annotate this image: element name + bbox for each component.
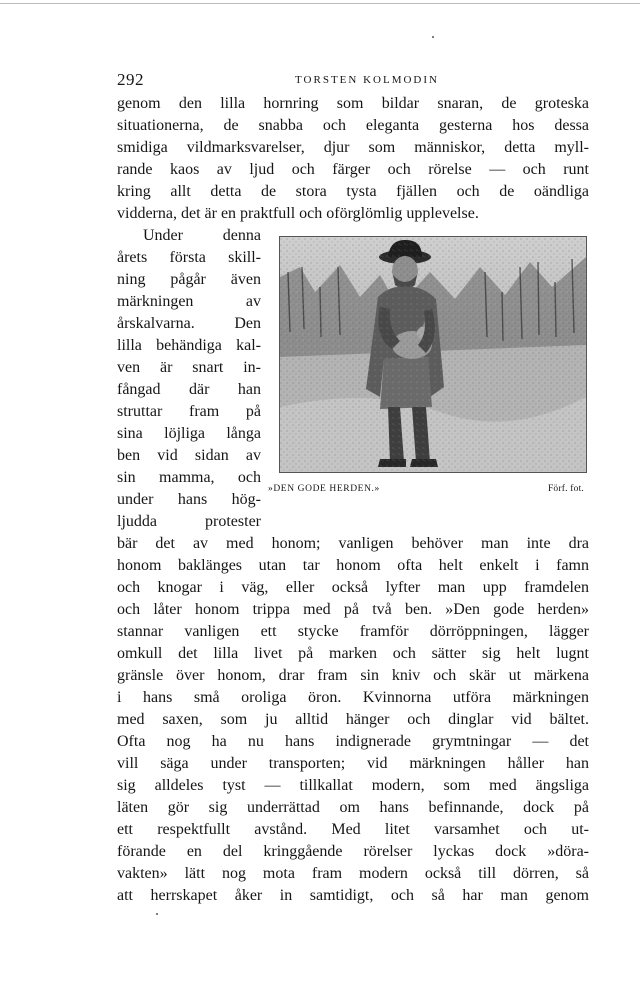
- text-line: vidderna, det är en praktfull och oförglömlig upplevelse.: [117, 205, 479, 222]
- text-line: sig alldeles tyst — tillkallat modern, som med ängsliga: [117, 777, 589, 794]
- text-line: med saxen, som ju alltid hänger och dinglar vid bältet.: [117, 711, 589, 728]
- text-line: smidiga vildmarksvarelser, djur som människor, detta myll-: [117, 139, 589, 156]
- text-line: stannar vanligen ett stycke framför dörröppningen, lägger: [117, 623, 589, 640]
- text-line: ett respektfullt avstånd. Med litet varsamhet och ut-: [117, 821, 589, 838]
- text-line: fångad där han: [117, 381, 261, 398]
- text-line: årets första skill-: [117, 249, 261, 266]
- text-line: kring allt detta de stora tysta fjällen och de oändliga: [117, 183, 589, 200]
- text-line: ven är snart in-: [117, 359, 261, 376]
- text-line: gränsle över honom, drar fram sin kniv och skär ut märkena: [117, 667, 589, 684]
- text-line: situationerna, de snabba och eleganta gesterna hos dessa: [117, 117, 589, 134]
- text-line: bär det av med honom; vanligen behöver man inte dra: [117, 535, 589, 552]
- text-line: förande en del kringgående rörelser lyckas dock »döra-: [117, 843, 589, 860]
- text-line: rande kaos av ljud och färger och rörelse — och runt: [117, 161, 589, 178]
- paper-speck: [432, 36, 434, 38]
- caption-title: »DEN GODE HERDEN.»: [268, 484, 380, 494]
- text-line: i hans små oroliga öron. Kvinnorna utföra märkningen: [117, 689, 589, 706]
- paper-speck: [156, 913, 158, 915]
- text-line: genom den lilla hornring som bildar snaran, de groteska: [117, 95, 589, 112]
- text-line: honom baklänges utan tar honom ofta helt enkelt i famn: [117, 557, 589, 574]
- running-title: TORSTEN KOLMODIN: [295, 74, 439, 86]
- text-line: sina löjliga långa: [117, 425, 261, 442]
- text-line: lilla behändiga kal-: [117, 337, 261, 354]
- text-line: och knogar i väg, eller också lyfter man upp framdelen: [117, 579, 589, 596]
- text-line: sin mamma, och: [117, 469, 261, 486]
- text-line: Under denna: [143, 227, 261, 244]
- text-line: märkningen av: [117, 293, 261, 310]
- text-line: struttar fram på: [117, 403, 261, 420]
- text-line: under hans hög-: [117, 491, 261, 508]
- photo-den-gode-herden: [279, 236, 587, 473]
- caption-credit: Förf. fot.: [547, 484, 584, 494]
- figure-caption: [268, 484, 584, 498]
- text-line: att herrskapet åker in samtidigt, och så har man genom: [117, 887, 589, 904]
- text-line: vakten» lätt nog mota fram modern också till dörren, så: [117, 865, 589, 882]
- text-line: vill säga under transporten; vid märkningen håller han: [117, 755, 589, 772]
- text-line: Ofta nog ha nu hans indignerade grymtningar — det: [117, 733, 589, 750]
- text-line: ljudda protester: [117, 513, 261, 530]
- text-line: och låter honom trippa med på två ben. »Den gode herden»: [117, 601, 589, 618]
- text-line: omkull det lilla livet på marken och sätter sig helt lugnt: [117, 645, 589, 662]
- text-line: årskalvarna. Den: [117, 315, 261, 332]
- page-number: 292: [117, 70, 144, 89]
- text-line: ning pågår även: [117, 271, 261, 288]
- text-line: läten gör sig underrättad om hans befinnande, dock på: [117, 799, 589, 816]
- top-rule: [0, 3, 640, 4]
- text-line: ben vid sidan av: [117, 447, 261, 464]
- page-header: [117, 70, 589, 90]
